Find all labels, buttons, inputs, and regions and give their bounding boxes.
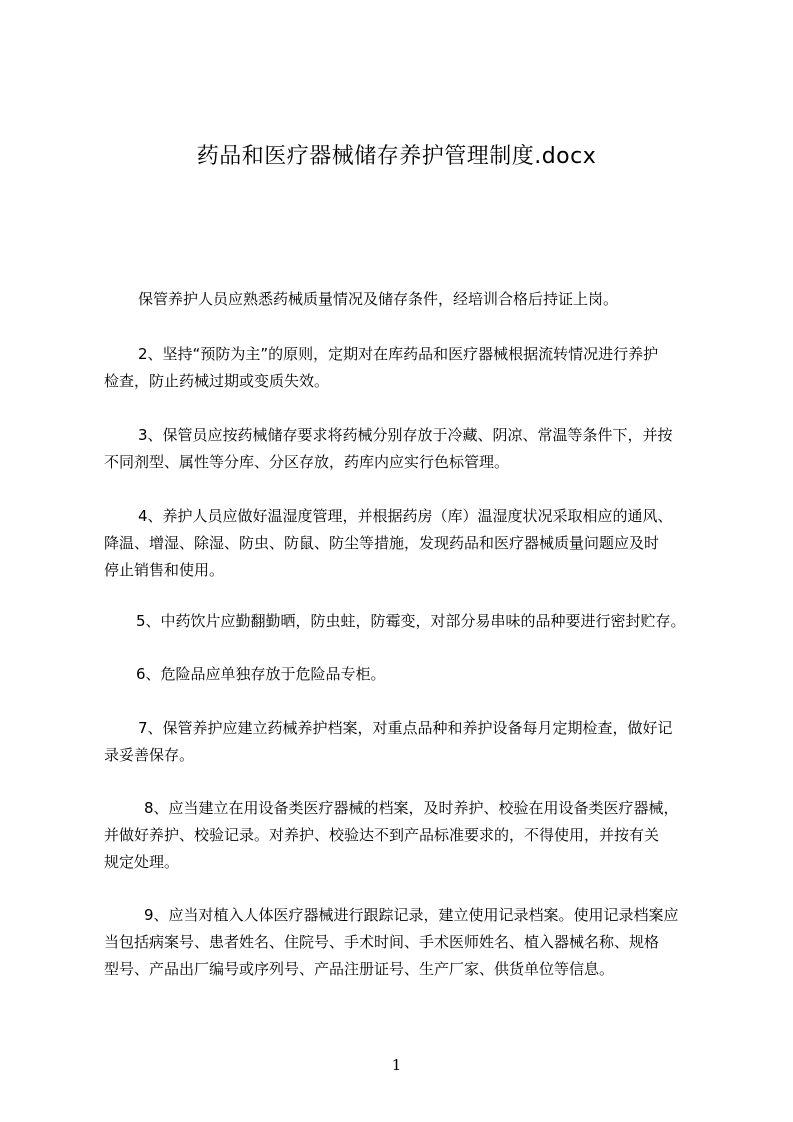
paragraph-line: 9、应当对植入人体医疗器械进行跟踪记录，建立使用记录档案。使用记录档案应 — [144, 906, 679, 924]
paragraph-7 — [104, 715, 724, 769]
paragraph-8 — [104, 795, 724, 876]
paragraph-line: 3、保管员应按药械储存要求将药械分别存放于冷藏、阴凉、常温等条件下，并按 — [138, 426, 673, 444]
paragraph-line: 不同剂型、属性等分库、分区存放，药库内应实行色标管理。 — [104, 453, 510, 471]
page-number: 1 — [391, 1056, 402, 1074]
paragraph-5 — [136, 608, 756, 635]
paragraph-line: 4、养护人员应做好温湿度管理，并根据药房（库）温湿度状况采取相应的通风、 — [138, 507, 673, 525]
paragraph-line: 2、坚持“预防为主”的原则，定期对在库药品和医疗器械根据流转情况进行养护 — [138, 345, 659, 363]
document-title: 药品和医疗器械储存养护管理制度.docx — [196, 144, 597, 169]
paragraph-line: 5、中药饮片应勤翻勤晒，防虫蛀，防霉变，对部分易串味的品种要进行密封贮存。 — [136, 612, 686, 630]
paragraph-2 — [104, 341, 724, 395]
paragraph-9 — [104, 902, 724, 983]
paragraph-4 — [104, 503, 724, 584]
paragraph-line: 当包括病案号、患者姓名、住院号、手术时间、手术医师姓名、植入器械名称、规格 — [104, 933, 660, 951]
paragraph-line: 停止销售和使用。 — [104, 561, 225, 579]
paragraph-6 — [136, 661, 756, 688]
paragraph-3 — [104, 422, 724, 476]
paragraph-line: 检查，防止药械过期或变质失效。 — [104, 372, 330, 390]
paragraph-line: 并做好养护、校验记录。对养护、校验达不到产品标准要求的，不得使用，并按有关 — [104, 826, 660, 844]
paragraph-line: 8、应当建立在用设备类医疗器械的档案，及时养护、校验在用设备类医疗器械， — [144, 799, 679, 817]
paragraph-line: 规定处理。 — [104, 853, 180, 871]
paragraph-1 — [138, 286, 758, 313]
paragraph-line: 型号、产品出厂编号或序列号、产品注册证号、生产厂家、供货单位等信息。 — [104, 960, 615, 978]
paragraph-line: 录妥善保存。 — [104, 746, 195, 764]
paragraph-line: 降温、增湿、除湿、防虫、防鼠、防尘等措施，发现药品和医疗器械质量问题应及时 — [104, 534, 660, 552]
paragraph-line: 7、保管养护应建立药械养护档案，对重点品种和养护设备每月定期检查，做好记 — [138, 719, 673, 737]
paragraph-line: 6、危险品应单独存放于危险品专柜。 — [136, 665, 386, 683]
paragraph-line: 保管养护人员应熟悉药械质量情况及储存条件，经培训合格后持证上岗。 — [138, 290, 619, 308]
